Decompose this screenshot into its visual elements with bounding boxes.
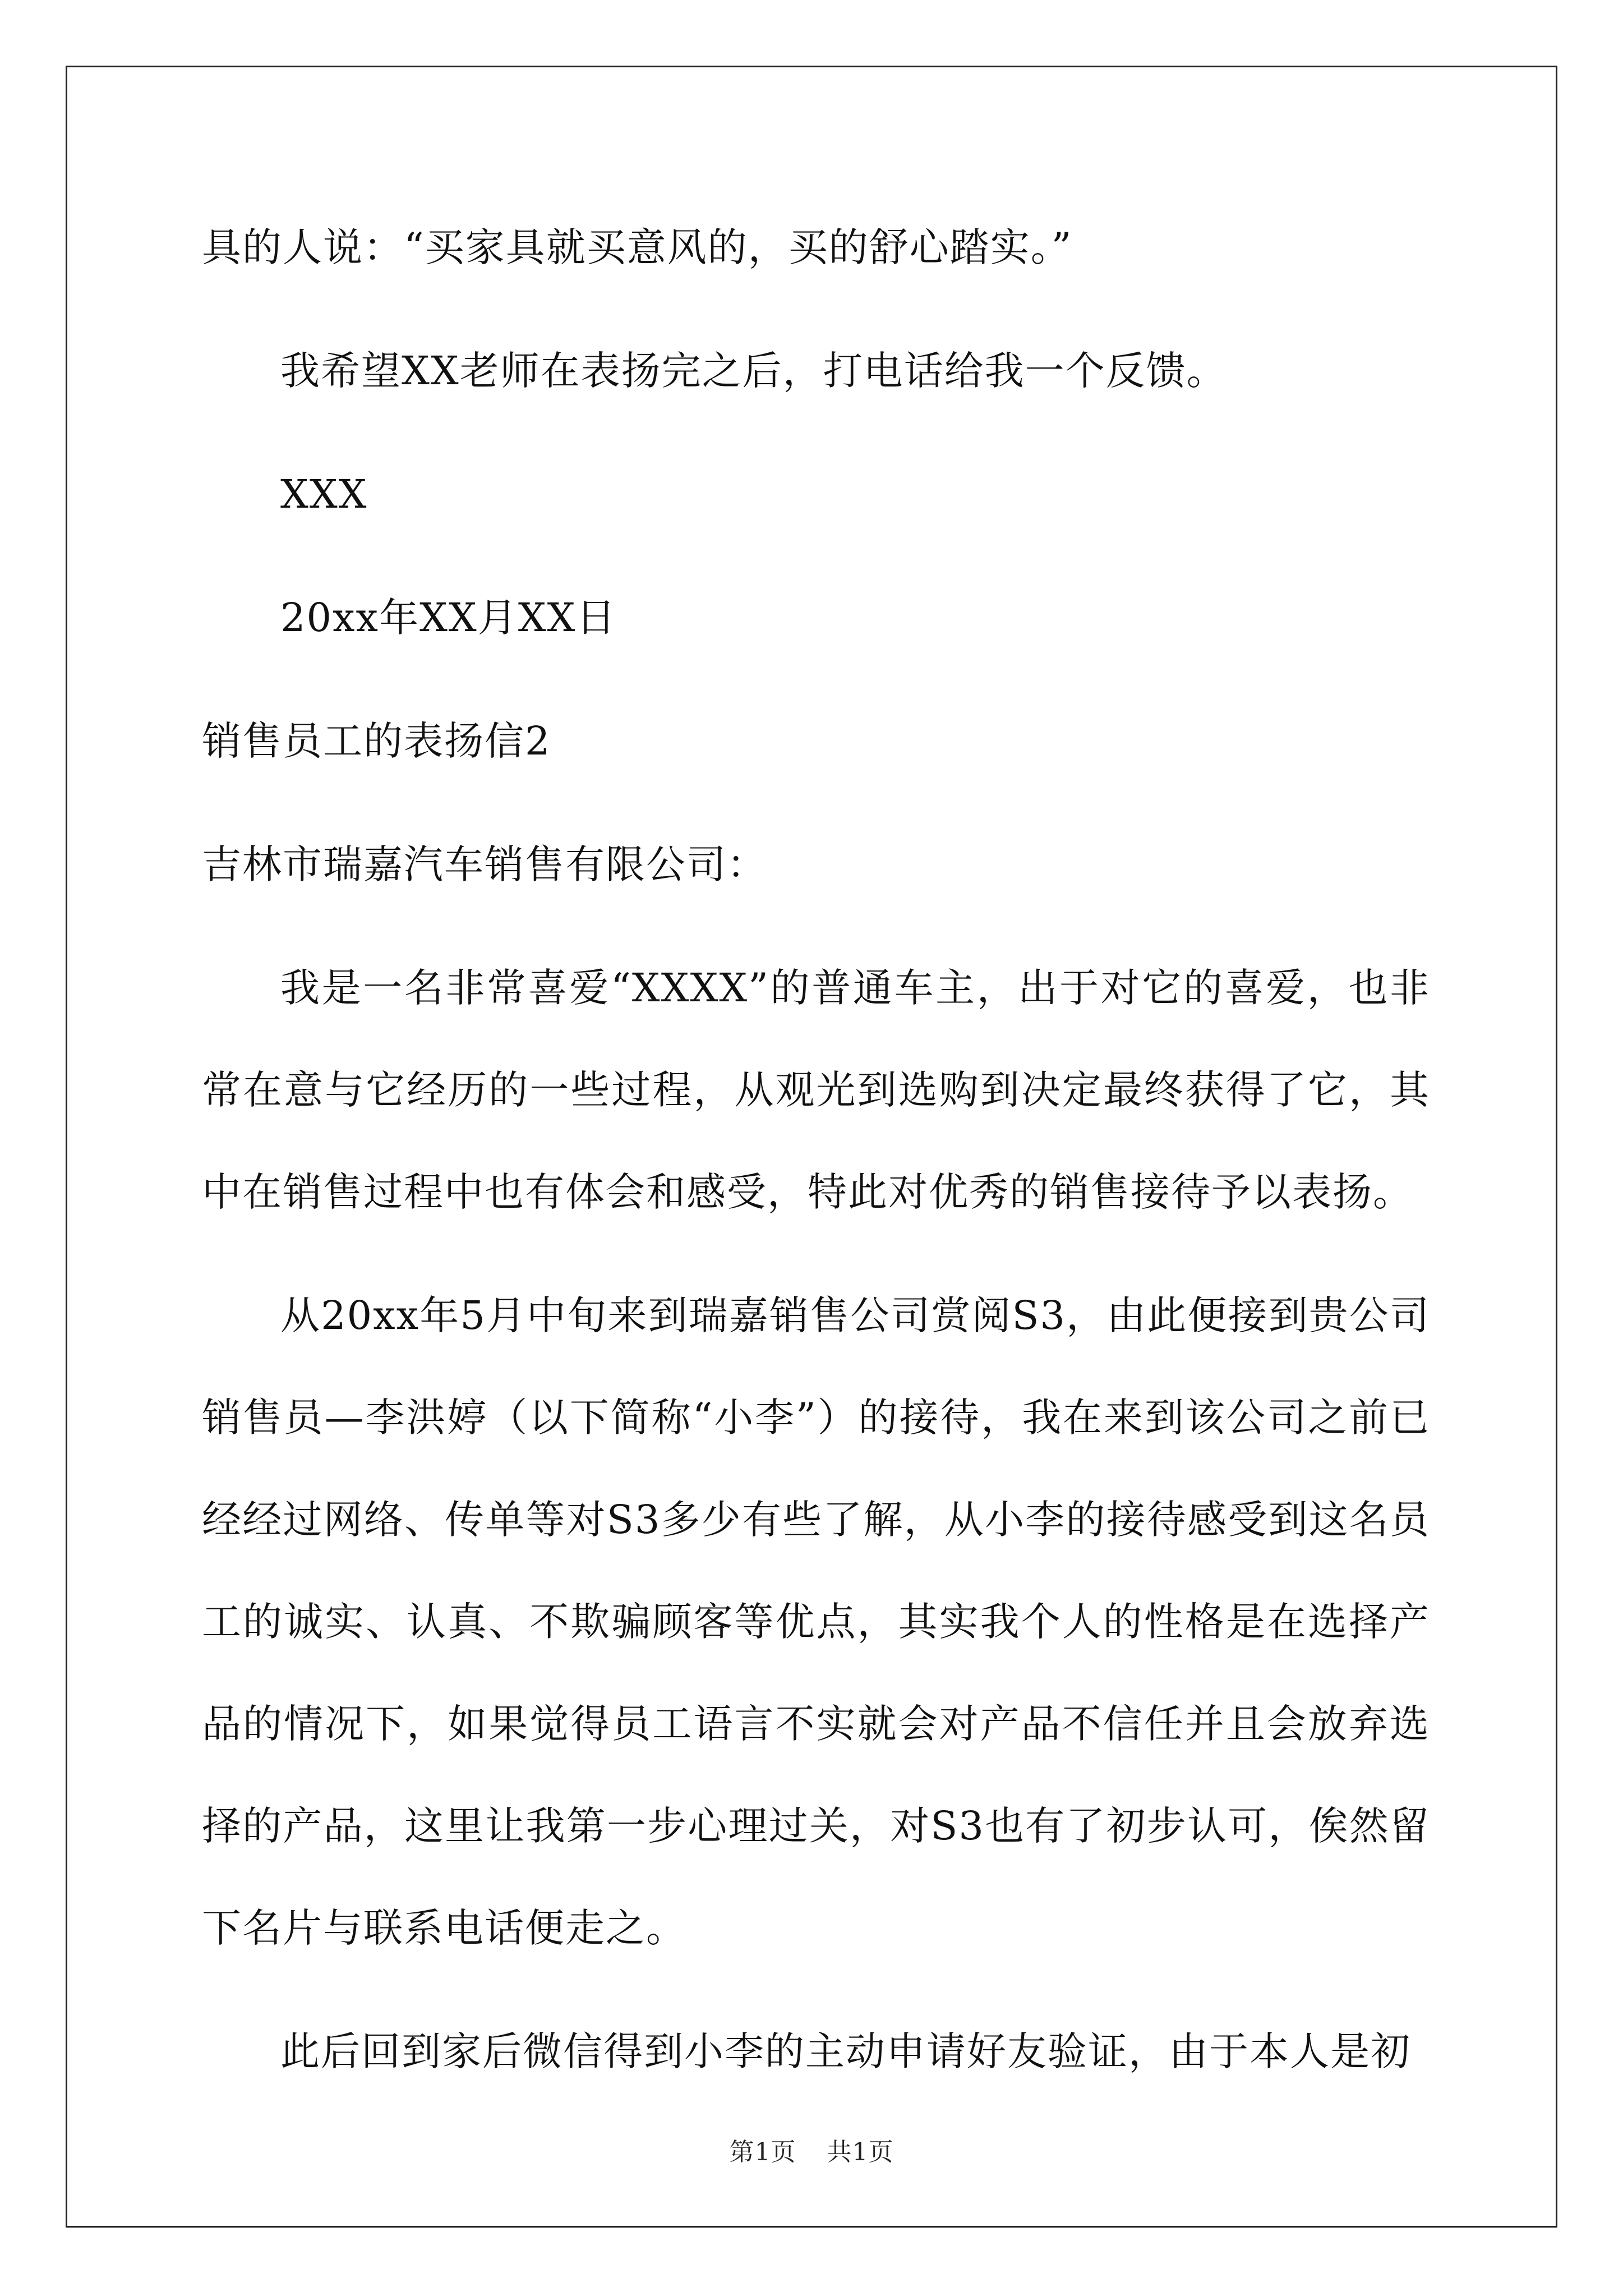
document-body	[202, 196, 1430, 2124]
signature-date: 20xx年XX月XX日	[280, 595, 617, 641]
letter-salutation: 吉林市瑞嘉汽车销售有限公司：	[202, 841, 767, 887]
page-footer	[0, 2132, 1623, 2168]
page-total: 共1页	[827, 2138, 894, 2166]
paragraph-quote: 具的人说：“买家具就买意风的，买的舒心踏实。”	[202, 224, 1073, 270]
paragraph-followup: 此后回到家后微信得到小李的主动申请好友验证，由于本人是初	[280, 2028, 1411, 2074]
paragraph-feedback-request: 我希望XX老师在表扬完之后，打电话给我一个反馈。	[280, 348, 1227, 394]
paragraph-experience: 从20xx年5月中旬来到瑞嘉销售公司赏阅S3，由此便接到贵公司销售员—李洪婷（以下简称“小李”）的接待，我在来到该公司之前已经经过网络、传单等对S3多少有些了解，从小李的接待感受到这名员工的诚实、认真、不欺骗顾客等优点，其实我个人的性格是在选择产品的情况下，如果觉得员工语言不实就会对产品不信任并且会放弃选择的产品，这里让我第一步心理过关，对S3也有了初步认可，俟然留下名片与联系电话便走之。	[202, 1292, 1430, 1951]
signature-name: XXX	[280, 471, 368, 517]
letter-title: 销售员工的表扬信2	[202, 718, 551, 764]
page-number: 第1页	[729, 2138, 796, 2166]
paragraph-introduction: 我是一名非常喜爱“XXXX”的普通车主，出于对它的喜爱，也非常在意与它经历的一些过程，从观光到选购到决定最终获得了它，其中在销售过程中也有体会和感受，特此对优秀的销售接待予以表扬。	[202, 965, 1430, 1215]
